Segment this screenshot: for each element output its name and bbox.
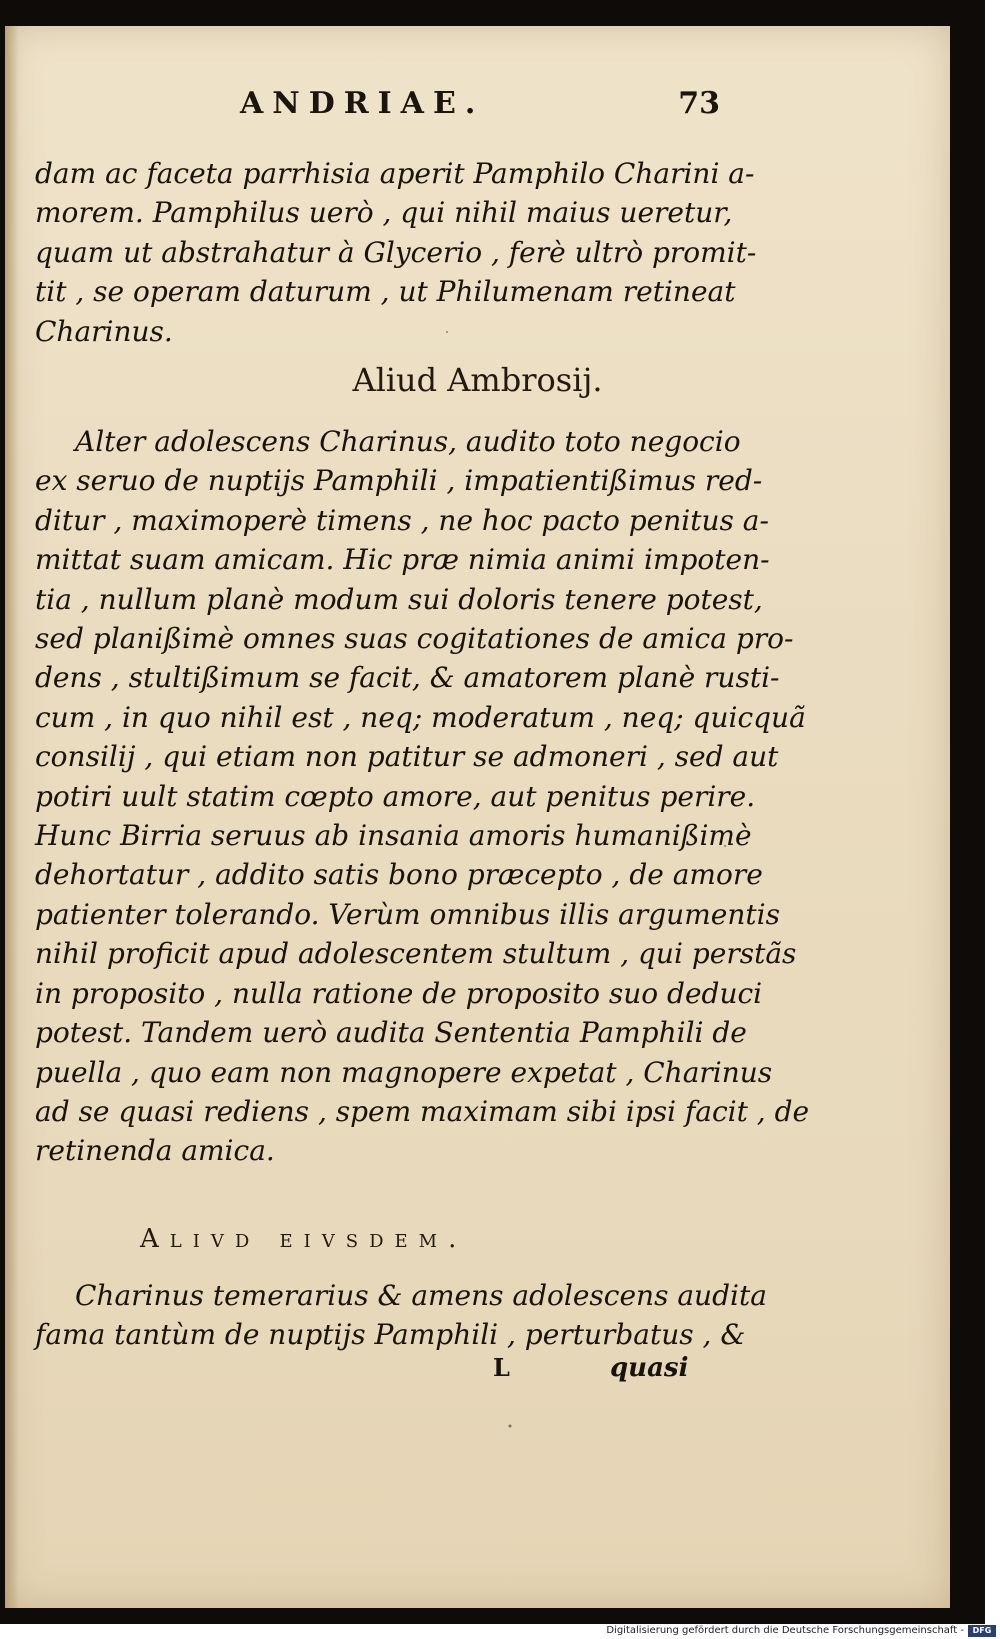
- text-line: Charinus temerarius & amens adolescens audita: [75, 1279, 767, 1312]
- book-page: [5, 26, 950, 1608]
- speck: [509, 1425, 512, 1428]
- text-line: ex seruo de nuptijs Pamphili , impatientißimus red-: [35, 464, 763, 498]
- text-line: Charinus.: [35, 314, 173, 348]
- section-heading-aliud-ambrosij: Aliud Ambrosij.: [352, 361, 603, 399]
- text-line: ad se quasi rediens , spem maximam sibi ipsi facit , de: [35, 1094, 810, 1128]
- page-header: [240, 86, 720, 126]
- digitization-footer: [0, 1624, 1000, 1639]
- section-heading-aliud-eiusdem: Alivd eivsdem.: [140, 1224, 468, 1254]
- text-line: tia , nullum planè modum sui doloris tenere potest,: [35, 582, 763, 616]
- text-line: morem. Pamphilus uerò , qui nihil maius ueretur,: [35, 196, 733, 230]
- argument-ambrosij: [35, 422, 810, 1171]
- text-line: Alter adolescens Charinus, audito toto negocio: [75, 425, 741, 458]
- page-number: 73: [678, 86, 720, 121]
- text-line: dens , stultißimum se facit, & amatorem planè rusti-: [35, 661, 780, 695]
- argument-eiusdem: [35, 1276, 767, 1355]
- catchword: quasi: [610, 1353, 689, 1383]
- argument-continuation: [35, 154, 757, 351]
- text-line: dam ac faceta parrhisia aperit Pamphilo Charini a-: [35, 157, 755, 190]
- text-line: fama tantùm de nuptijs Pamphili , perturbatus , &: [35, 1318, 746, 1352]
- text-line: in proposito , nulla ratione de proposito suo deduci: [35, 976, 763, 1010]
- text-line: nihil proficit apud adolescentem stultum , qui perstãs: [35, 937, 797, 971]
- text-line: quam ut abstrahatur à Glycerio , ferè ultrò promit-: [35, 235, 757, 269]
- dfg-logo: DFG: [968, 1625, 996, 1637]
- text-line: cum , in quo nihil est , neq; moderatum , neq; quicquã: [35, 700, 806, 734]
- signature-mark: L: [493, 1353, 510, 1382]
- text-line: potest. Tandem uerò audita Sententia Pamphili de: [35, 1016, 747, 1050]
- funding-credit: Digitalisierung gefördert durch die Deutsche Forschungsgemeinschaft -: [606, 1625, 964, 1636]
- text-line: retinenda amica.: [35, 1134, 275, 1168]
- page-footer-catchwords: [5, 1353, 950, 1393]
- text-line: consilij , qui etiam non patitur se admoneri , sed aut: [35, 740, 779, 774]
- text-line: tit , se operam daturum , ut Philumenam retineat: [35, 275, 736, 309]
- text-line: sed planißimè omnes suas cogitationes de amica pro-: [35, 622, 794, 656]
- text-line: patienter tolerando. Verùm omnibus illis argumentis: [35, 897, 780, 931]
- text-line: potiri uult statim cœpto amore, aut penitus perire.: [35, 779, 756, 813]
- text-line: ditur , maximoperè timens , ne hoc pacto penitus a-: [35, 503, 769, 537]
- running-head: ANDRIAE.: [240, 86, 485, 121]
- text-line: puella , quo eam non magnopere expetat , Charinus: [35, 1055, 773, 1089]
- text-line: mittat suam amicam. Hic præ nimia animi impoten-: [35, 543, 770, 577]
- text-line: Hunc Birria seruus ab insania amoris humanißimè: [35, 819, 752, 853]
- text-line: dehortatur , addito satis bono præcepto , de amore: [35, 858, 763, 892]
